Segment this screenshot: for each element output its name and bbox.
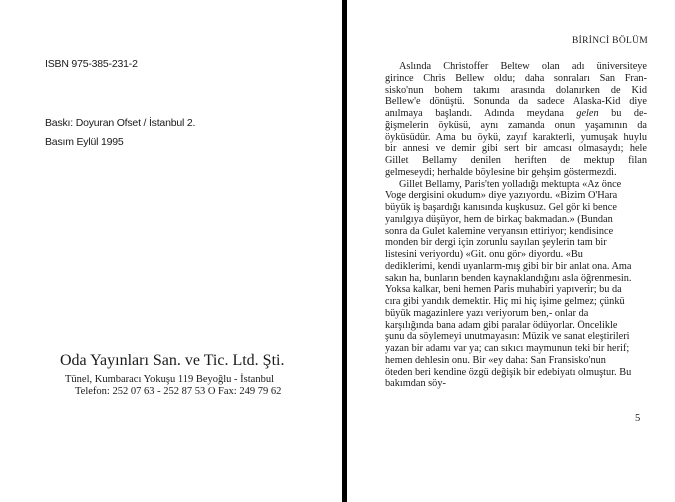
chapter-heading: BİRİNCİ BÖLÜM: [572, 36, 648, 46]
text-line: sonra da Gulet kalemine veryansın ettiriyor; kendisince: [385, 225, 614, 237]
text-line: büyük iş başardığı kanısında kuşkusuz. Gel gör ki bence: [385, 202, 617, 213]
text-line: girince Chris Bellew oldu; daha sonraları San Fran-: [385, 72, 647, 84]
text-line: listesini veriyordu) «Git. onu gör» diyordu. «Bu: [385, 249, 583, 260]
text-line: bir annesi ve demir gibi sert bir amcası olmasaydı; hele: [385, 143, 647, 155]
text-line: monden bir dergi için zorunlu sayılan şeylerin tam bir: [385, 237, 607, 249]
text-line: hemen dehlesin onu. Bir «ey daha: San Fransisko'nun: [385, 354, 606, 366]
text-line: Gillet Bellamy denilen heriften de mektup filan: [385, 155, 647, 166]
text-line: Yoksa kalkar, beni hemen Paris muhabiri yapıverir; bu da: [385, 284, 622, 296]
text-line: karşılığında bana adam gibi paralar ödüyorlar. Öncelikle: [385, 319, 618, 331]
text-line: şunu da söylemeyi unutmayasın: Müzik ve sanat eleştirileri: [385, 331, 630, 343]
text-line: Gillet Bellamy, Paris'ten yolladığı mektupta «Az önce: [399, 178, 622, 190]
text-line: yazan bir adamı var ya; can sıkıcı maymunun teki bir herif;: [385, 343, 630, 354]
text-line: sisko'nun bohem takımı arasında dolanırken de Kid: [385, 84, 647, 96]
text-line: yanılgıya düşüyor, hem de birkaç bakmadan.» (Bundan: [385, 213, 613, 225]
text-line: öteden beri kendine özgü değişik bir edebiyatı olmuştur. Bu: [385, 366, 632, 378]
text-line: bakımdan söy-: [385, 378, 446, 390]
text-line: Voge dergisini okudum» diye yazıyordu. «Bizim O'Hara: [385, 190, 618, 202]
print-date: Basım Eylül 1995: [45, 136, 124, 148]
text-line: cıra gibi yandık demektir. Hiç mi hiç işime gelmez; çünkü: [385, 296, 625, 307]
text-line: Bellew'e dönüştü. Sonunda da sadece Alaska-Kid diye: [385, 96, 647, 108]
publisher-name: Oda Yayınları San. ve Tic. Ltd. Şti.: [60, 352, 285, 369]
text-line: gelmeseydi; herhalde böylesine bir gehşim göstermezdi.: [385, 166, 617, 178]
text-line: büyük magazinlere yazı veriyorum ben,- onlar da: [385, 307, 589, 319]
publisher-phone: Telefon: 252 07 63 - 252 87 53 O Fax: 249 79 62: [75, 386, 282, 397]
page-number: 5: [635, 413, 641, 424]
text-line: anılmaya başlandı. Adında meydana gelen bu de-: [385, 108, 647, 119]
isbn: ISBN 975-385-231-2: [45, 58, 138, 70]
print-info: Baskı: Doyuran Ofset / İstanbul 2.: [45, 117, 196, 129]
right-page: [347, 0, 675, 502]
text-line: sakın ha, bunların benden kaynaklandığını asla öğrenmesin.: [385, 272, 632, 284]
body-text: [385, 61, 647, 390]
text-line: ğişmelerin öyküsü, aynı zamanda onun yaşamının da: [385, 119, 647, 131]
text-line: dediklerimi, kendi uyanlarm-mış gibi bir bir anlat ona. Ama: [385, 260, 632, 272]
text-line: öyküsüdür. Ama bu öykü, zayıf karakterli, yumuşak huylu: [385, 131, 647, 143]
text-line: Aslında Christoffer Beltew olan adı üniversiteye: [399, 61, 647, 72]
publisher-address: Tünel, Kumbaracı Yokuşu 119 Beyoğlu - İstanbul: [65, 374, 275, 385]
